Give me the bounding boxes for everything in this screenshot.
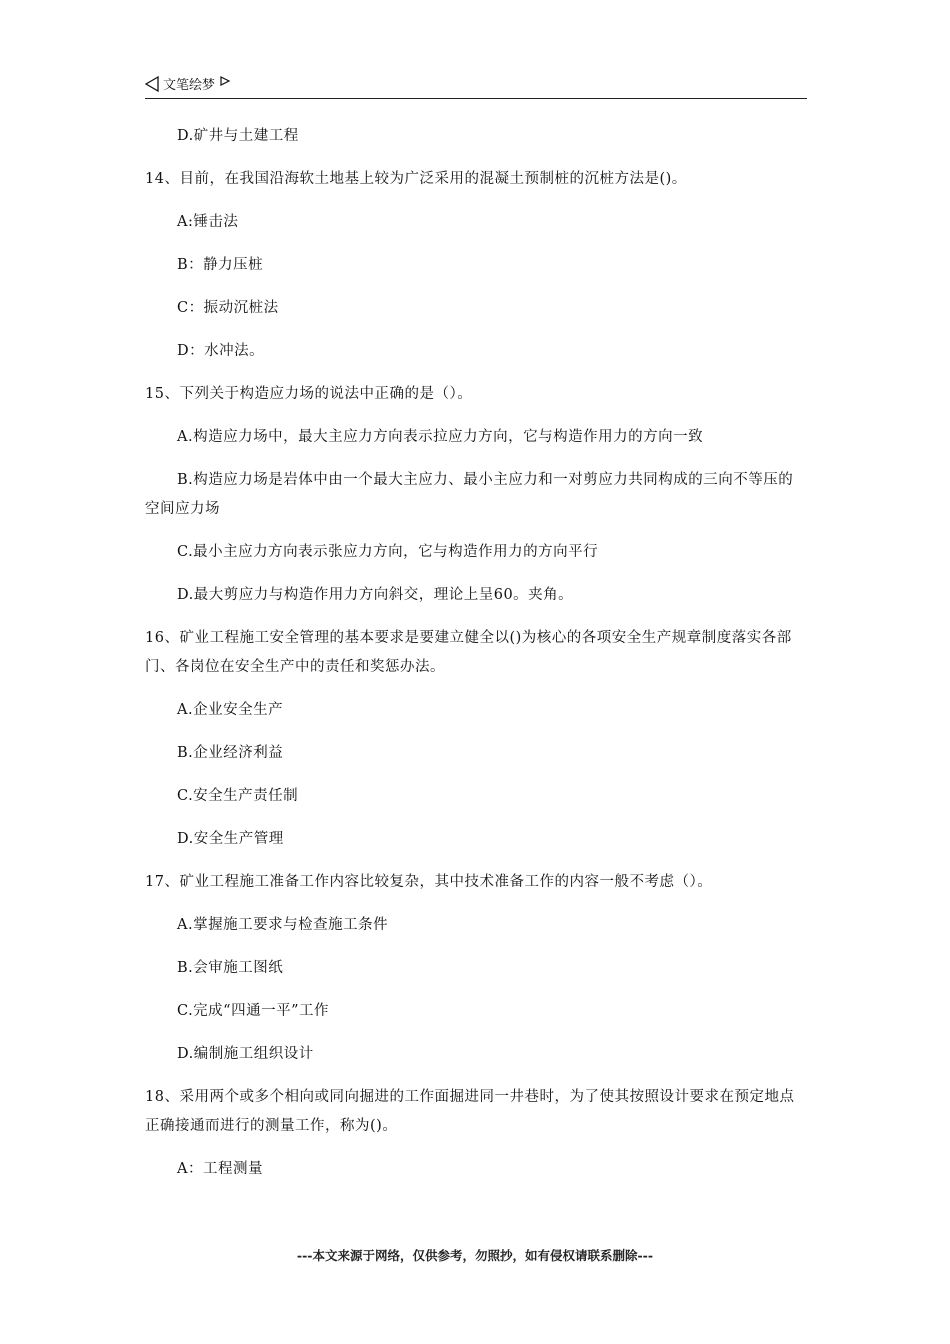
document-body (145, 122, 807, 1198)
option-text: D.编制施工组织设计 (177, 1046, 314, 1062)
page-header (145, 72, 807, 99)
option-text: A.构造应力场中，最大主应力方向表示拉应力方向，它与构造作用力的方向一致 (177, 429, 704, 445)
question-text: 17、矿业工程施工准备工作内容比较复杂，其中技术准备工作的内容一般不考虑（）。 (145, 874, 713, 890)
option-text: C：振动沉桩法 (177, 300, 279, 316)
question-text: 15、下列关于构造应力场的说法中正确的是（）。 (145, 386, 473, 402)
option-text: B.构造应力场是岩体中由一个最大主应力、最小主应力和一对剪应力共同构成的三向不等压的空间应力场 (145, 472, 794, 517)
option-text: D.安全生产管理 (177, 831, 284, 847)
option-text: A.企业安全生产 (177, 702, 284, 718)
option-text: C.完成“四通一平”工作 (177, 1003, 330, 1019)
footer-disclaimer: ---本文来源于网络，仅供参考，勿照抄，如有侵权请联系删除--- (296, 1248, 654, 1263)
question-text: 18、采用两个或多个相向或同向掘进的工作面掘进同一井巷时，为了使其按照设计要求在预定地点正确接通而进行的测量工作，称为()。 (145, 1089, 795, 1134)
option-text: A:锤击法 (177, 214, 239, 230)
brand-text: 文笔绘梦 (163, 78, 216, 93)
option-text: B：静力压桩 (177, 257, 264, 273)
left-triangle-icon (145, 76, 159, 92)
right-triangle-icon (219, 75, 231, 87)
option-text: D.最大剪应力与构造作用力方向斜交，理论上呈60。夹角。 (177, 587, 574, 603)
option-text: A.掌握施工要求与检查施工条件 (177, 917, 389, 933)
option-text: B.会审施工图纸 (177, 960, 284, 976)
question-text: 16、矿业工程施工安全管理的基本要求是要建立健全以()为核心的各项安全生产规章制度落实各部门、各岗位在安全生产中的责任和奖惩办法。 (145, 630, 792, 675)
option-text: D.矿井与土建工程 (177, 128, 299, 144)
brand (145, 74, 231, 93)
question-text: 14、目前，在我国沿海软土地基上较为广泛采用的混凝土预制桩的沉桩方法是()。 (145, 171, 687, 187)
option-text: C.安全生产责任制 (177, 788, 299, 804)
option-text: A：工程测量 (177, 1161, 263, 1177)
option-text: C.最小主应力方向表示张应力方向，它与构造作用力的方向平行 (177, 544, 599, 560)
option-text: B.企业经济利益 (177, 745, 284, 761)
option-text: D：水冲法。 (177, 343, 265, 359)
